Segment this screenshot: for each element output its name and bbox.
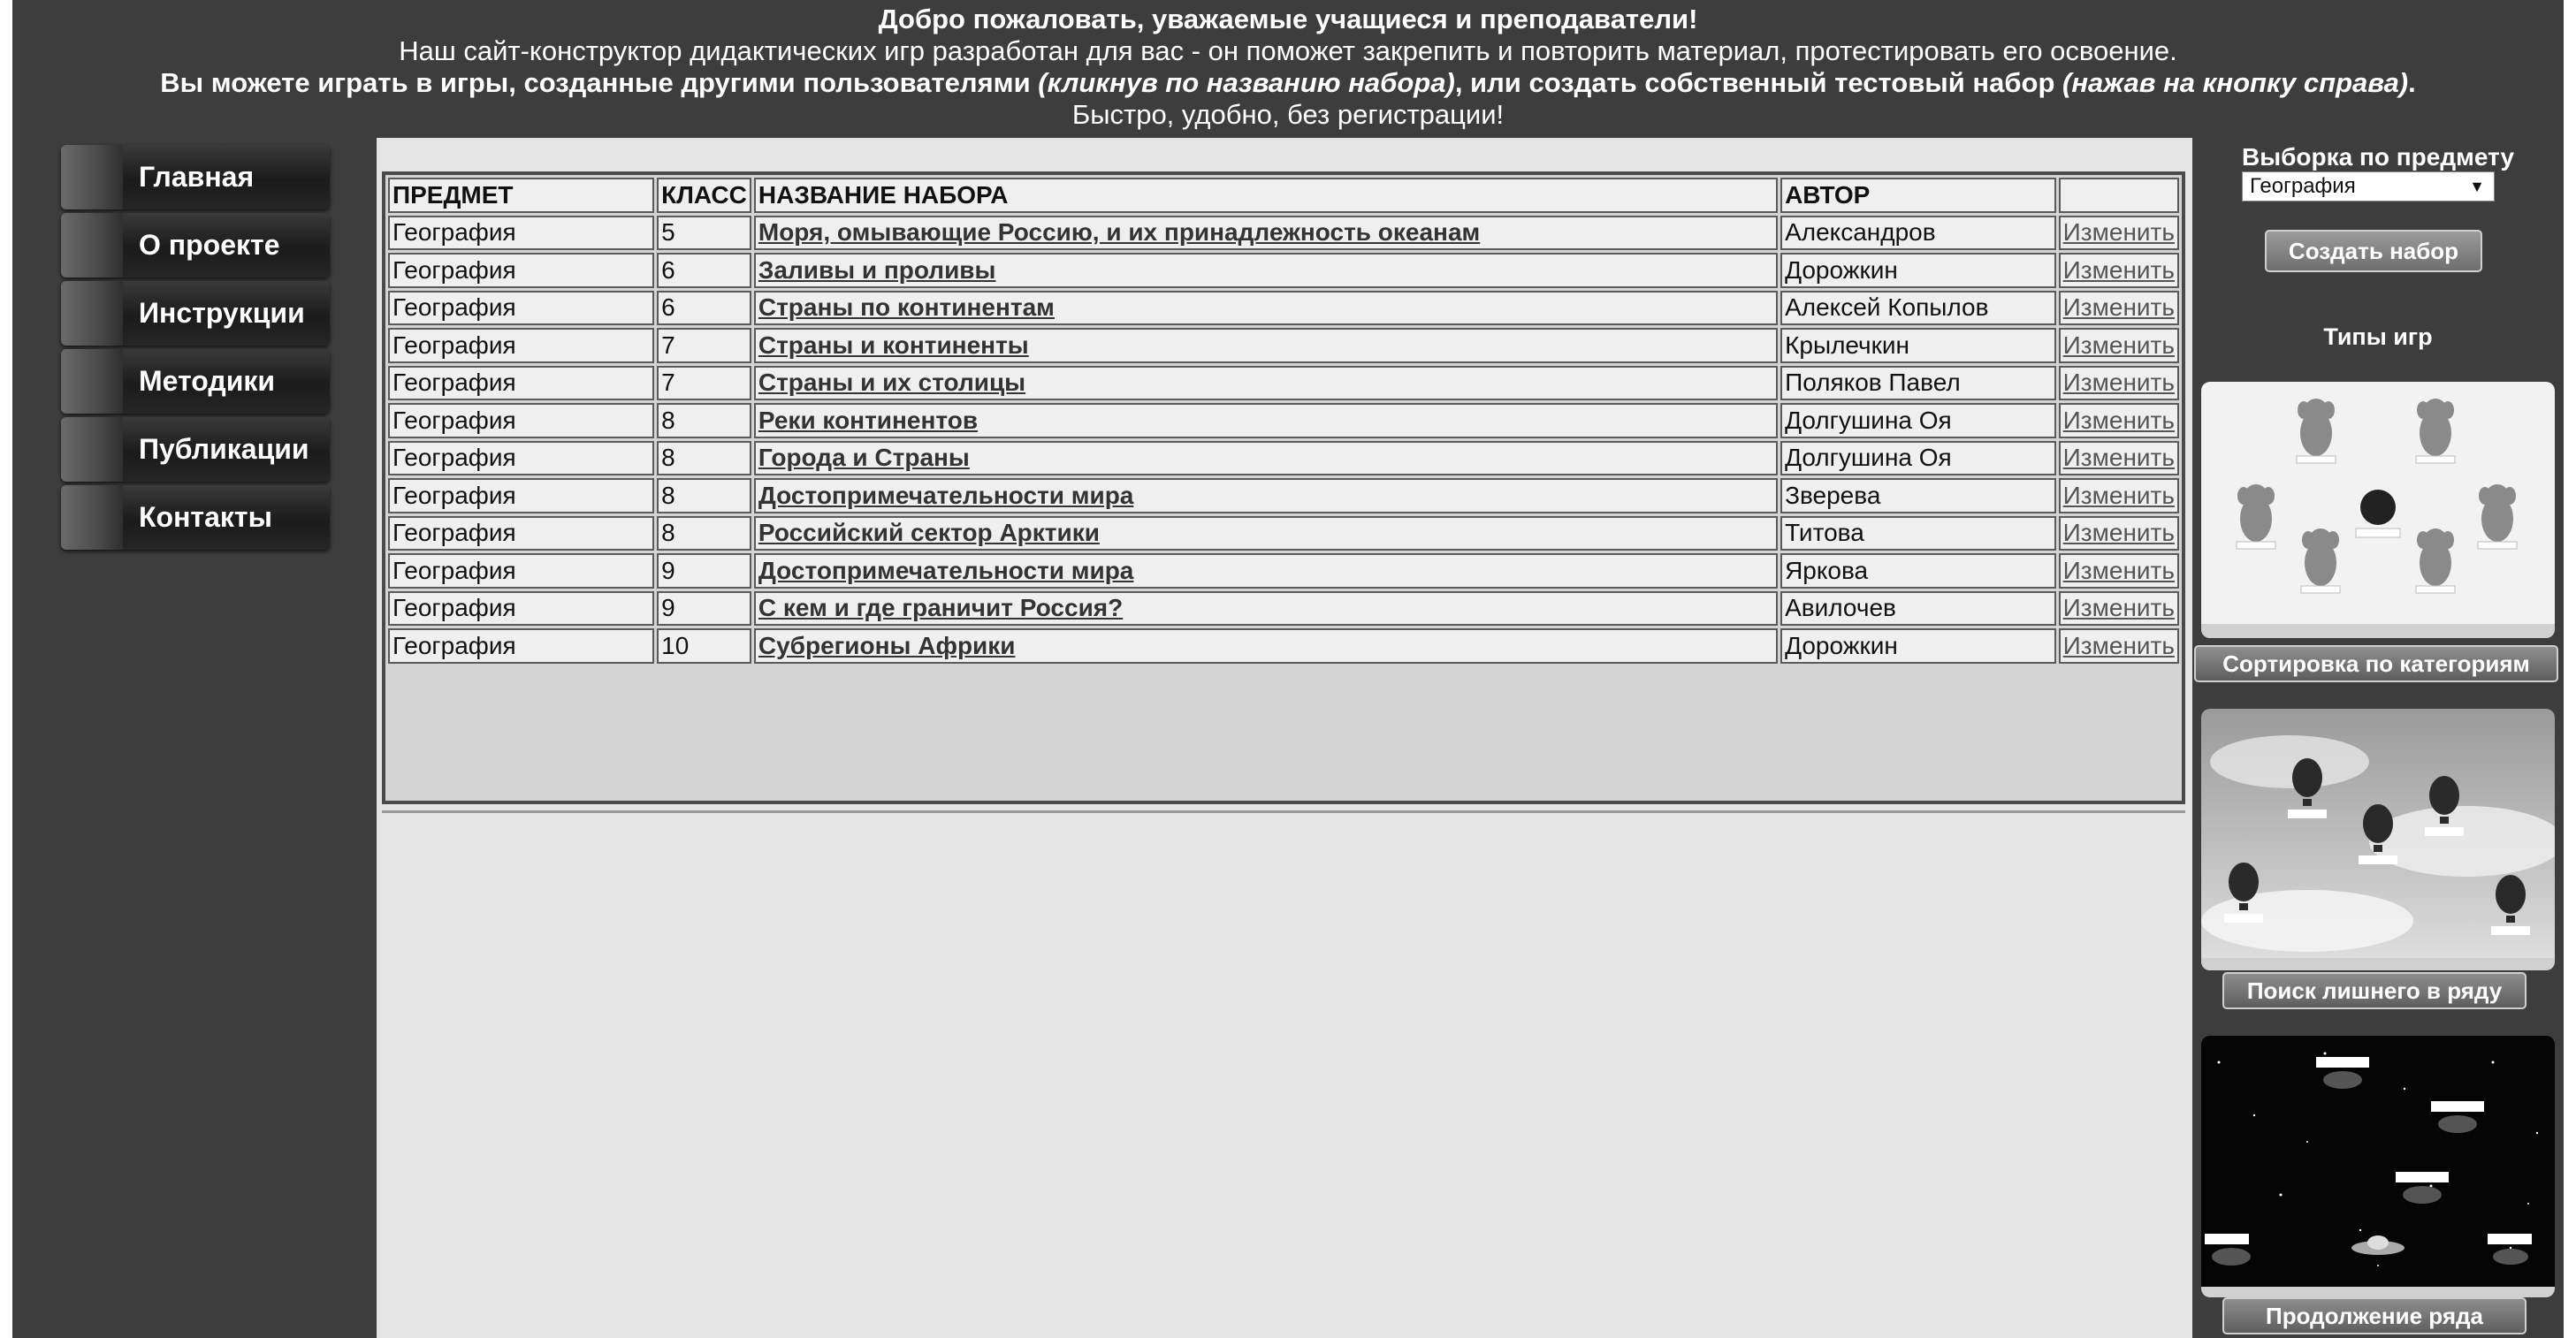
edit-link[interactable]: Изменить [2062, 218, 2175, 247]
set-name-link[interactable]: Страны и их столицы [758, 369, 1026, 397]
nav-bullet-icon [61, 213, 123, 277]
main-content [377, 138, 2192, 1338]
cell-subject: География [388, 216, 654, 251]
welcome-description: Наш сайт-конструктор дидактических игр разработан для вас - он поможет закрепить и повторить материал, протестировать его освоение. [399, 35, 2177, 66]
cell-grade: 9 [657, 591, 751, 627]
game-thumb-sorting[interactable] [2201, 382, 2555, 638]
table-row [388, 628, 2179, 664]
nav-methods[interactable] [61, 349, 330, 414]
set-name-link[interactable]: Реки континентов [758, 406, 979, 434]
nav-home[interactable] [61, 145, 330, 209]
welcome-instructions [12, 67, 2564, 99]
edit-link[interactable]: Изменить [2062, 331, 2175, 359]
table-row [388, 516, 2179, 551]
instructions-part-b: (кликнув по названию набора) [1038, 67, 1455, 98]
nav-bullet-icon [61, 349, 123, 414]
table-row [388, 366, 2179, 401]
nav-bullet-icon [61, 281, 123, 346]
nav-instructions[interactable] [61, 281, 330, 346]
main-nav [61, 145, 330, 553]
set-name-link[interactable]: Достопримечательности мира [758, 481, 1134, 509]
sets-table-frame [382, 171, 2185, 804]
cell-set-name [754, 591, 1778, 627]
edit-link[interactable]: Изменить [2062, 519, 2175, 547]
cell-author: Авилочев [1780, 591, 2056, 627]
edit-link[interactable]: Изменить [2062, 406, 2175, 434]
set-name-link[interactable]: Моря, омывающие Россию, и их принадлежность океанам [758, 218, 1481, 247]
nav-methods-label: Методики [139, 365, 276, 397]
instructions-part-a: Вы можете играть в игры, созданные другими пользователями [160, 67, 1039, 98]
cell-grade: 10 [657, 628, 751, 664]
cell-grade: 6 [657, 291, 751, 326]
cell-author: Дорожкин [1780, 253, 2056, 288]
table-divider [382, 810, 2185, 813]
cell-author: Зверева [1780, 478, 2056, 513]
set-name-link[interactable]: Субрегионы Африки [758, 631, 1016, 659]
cell-subject: География [388, 591, 654, 627]
table-header-row [388, 178, 2179, 213]
nav-publications[interactable] [61, 417, 330, 482]
game-sorting-button[interactable]: Сортировка по категориям [2194, 645, 2558, 682]
edit-link[interactable]: Изменить [2062, 631, 2175, 659]
game-sequence-button[interactable]: Продолжение ряда [2222, 1297, 2526, 1334]
edit-link[interactable]: Изменить [2062, 369, 2175, 397]
cell-subject: География [388, 328, 654, 363]
col-actions-header [2059, 178, 2179, 213]
cell-grade: 8 [657, 478, 751, 513]
cell-subject: География [388, 628, 654, 664]
table-row [388, 216, 2179, 251]
nav-about[interactable] [61, 213, 330, 277]
elephant-sorting-icon [2201, 382, 2555, 638]
cell-subject: География [388, 253, 654, 288]
table-row [388, 478, 2179, 513]
left-sidebar [12, 138, 377, 1338]
cell-grade: 8 [657, 516, 751, 551]
cell-edit [2059, 291, 2179, 326]
set-name-link[interactable]: Страны и континенты [758, 331, 1029, 359]
game-thumb-odd-one[interactable] [2201, 709, 2555, 970]
cell-set-name [754, 516, 1778, 551]
col-subject-header: ПРЕДМЕТ [388, 178, 654, 213]
game-thumb-sequence[interactable] [2201, 1036, 2555, 1297]
cell-author: Поляков Павел [1780, 366, 2056, 401]
subject-select-value: География [2250, 174, 2356, 198]
cell-edit [2059, 253, 2179, 288]
nav-instructions-label: Инструкции [139, 297, 305, 329]
nav-contacts-label: Контакты [139, 501, 272, 533]
welcome-banner [12, 0, 2564, 138]
cell-set-name [754, 253, 1778, 288]
set-name-link[interactable]: Заливы и проливы [758, 255, 996, 284]
cell-set-name [754, 328, 1778, 363]
create-set-button[interactable]: Создать набор [2265, 230, 2482, 272]
cell-author: Алексей Копылов [1780, 291, 2056, 326]
cell-subject: География [388, 366, 654, 401]
welcome-tagline: Быстро, удобно, без регистрации! [1071, 99, 1505, 130]
edit-link[interactable]: Изменить [2062, 481, 2175, 509]
game-odd-one-button[interactable]: Поиск лишнего в ряду [2222, 972, 2526, 1009]
nav-home-label: Главная [139, 161, 255, 193]
table-row [388, 403, 2179, 438]
table-row [388, 591, 2179, 627]
set-name-link[interactable]: Города и Страны [758, 444, 970, 472]
cell-edit [2059, 403, 2179, 438]
cell-author: Дорожкин [1780, 628, 2056, 664]
edit-link[interactable]: Изменить [2062, 444, 2175, 472]
nav-bullet-icon [61, 417, 123, 482]
set-name-link[interactable]: С кем и где граничит Россия? [758, 594, 1124, 622]
edit-link[interactable]: Изменить [2062, 556, 2175, 584]
cell-set-name [754, 366, 1778, 401]
nav-bullet-icon [61, 485, 123, 550]
col-author-header: АВТОР [1780, 178, 2056, 213]
cell-subject: География [388, 516, 654, 551]
cell-edit [2059, 553, 2179, 589]
sets-table [385, 175, 2182, 666]
table-row [388, 441, 2179, 476]
subject-filter-label: Выборка по предмету [2241, 143, 2515, 171]
cell-subject: География [388, 403, 654, 438]
cell-set-name [754, 478, 1778, 513]
cell-author: Долгушина Оя [1780, 441, 2056, 476]
table-row [388, 253, 2179, 288]
set-name-link[interactable]: Страны по континентам [758, 293, 1055, 322]
cell-edit [2059, 216, 2179, 251]
nav-contacts[interactable] [61, 485, 330, 550]
cell-set-name [754, 216, 1778, 251]
right-sidebar [2192, 138, 2564, 1338]
cell-grade: 8 [657, 441, 751, 476]
cell-set-name [754, 291, 1778, 326]
col-grade-header: КЛАСС [657, 178, 751, 213]
table-row [388, 328, 2179, 363]
cell-edit [2059, 628, 2179, 664]
cell-set-name [754, 403, 1778, 438]
table-body [388, 216, 2179, 664]
cell-set-name [754, 553, 1778, 589]
cell-grade: 6 [657, 253, 751, 288]
set-name-link[interactable]: Российский сектор Арктики [758, 519, 1100, 547]
table-row [388, 291, 2179, 326]
edit-link[interactable]: Изменить [2062, 255, 2175, 284]
edit-link[interactable]: Изменить [2062, 293, 2175, 322]
edit-link[interactable]: Изменить [2062, 594, 2175, 622]
col-name-header: НАЗВАНИЕ НАБОРА [754, 178, 1778, 213]
cell-grade: 5 [657, 216, 751, 251]
cell-subject: География [388, 291, 654, 326]
game-types-label: Типы игр [2323, 323, 2433, 350]
nav-about-label: О проекте [139, 229, 280, 261]
welcome-title: Добро пожаловать, уважаемые учащиеся и преподаватели! [878, 4, 1698, 34]
cell-subject: География [388, 478, 654, 513]
cell-edit [2059, 591, 2179, 627]
cell-grade: 9 [657, 553, 751, 589]
subject-select[interactable] [2242, 171, 2495, 201]
cell-edit [2059, 441, 2179, 476]
cell-author: Титова [1780, 516, 2056, 551]
balloon-icon [2201, 709, 2555, 970]
cell-author: Крылечкин [1780, 328, 2056, 363]
cell-set-name [754, 628, 1778, 664]
cell-grade: 7 [657, 328, 751, 363]
cell-author: Яркова [1780, 553, 2056, 589]
instructions-part-c: , или создать собственный тестовый набор [1454, 67, 2062, 98]
cell-edit [2059, 366, 2179, 401]
instructions-part-d: (нажав на кнопку справа) [2062, 67, 2409, 98]
dropdown-arrow-icon: ▼ [2469, 178, 2485, 195]
cell-edit [2059, 328, 2179, 363]
cell-edit [2059, 516, 2179, 551]
cell-grade: 8 [657, 403, 751, 438]
cell-subject: География [388, 553, 654, 589]
instructions-part-e: . [2408, 67, 2416, 98]
cell-grade: 7 [657, 366, 751, 401]
cell-set-name [754, 441, 1778, 476]
ufo-icon [2201, 1036, 2555, 1297]
cell-author: Долгушина Оя [1780, 403, 2056, 438]
cell-subject: География [388, 441, 654, 476]
table-row [388, 553, 2179, 589]
cell-edit [2059, 478, 2179, 513]
cell-author: Александров [1780, 216, 2056, 251]
nav-bullet-icon [61, 145, 123, 209]
nav-publications-label: Публикации [139, 433, 309, 465]
set-name-link[interactable]: Достопримечательности мира [758, 556, 1134, 584]
